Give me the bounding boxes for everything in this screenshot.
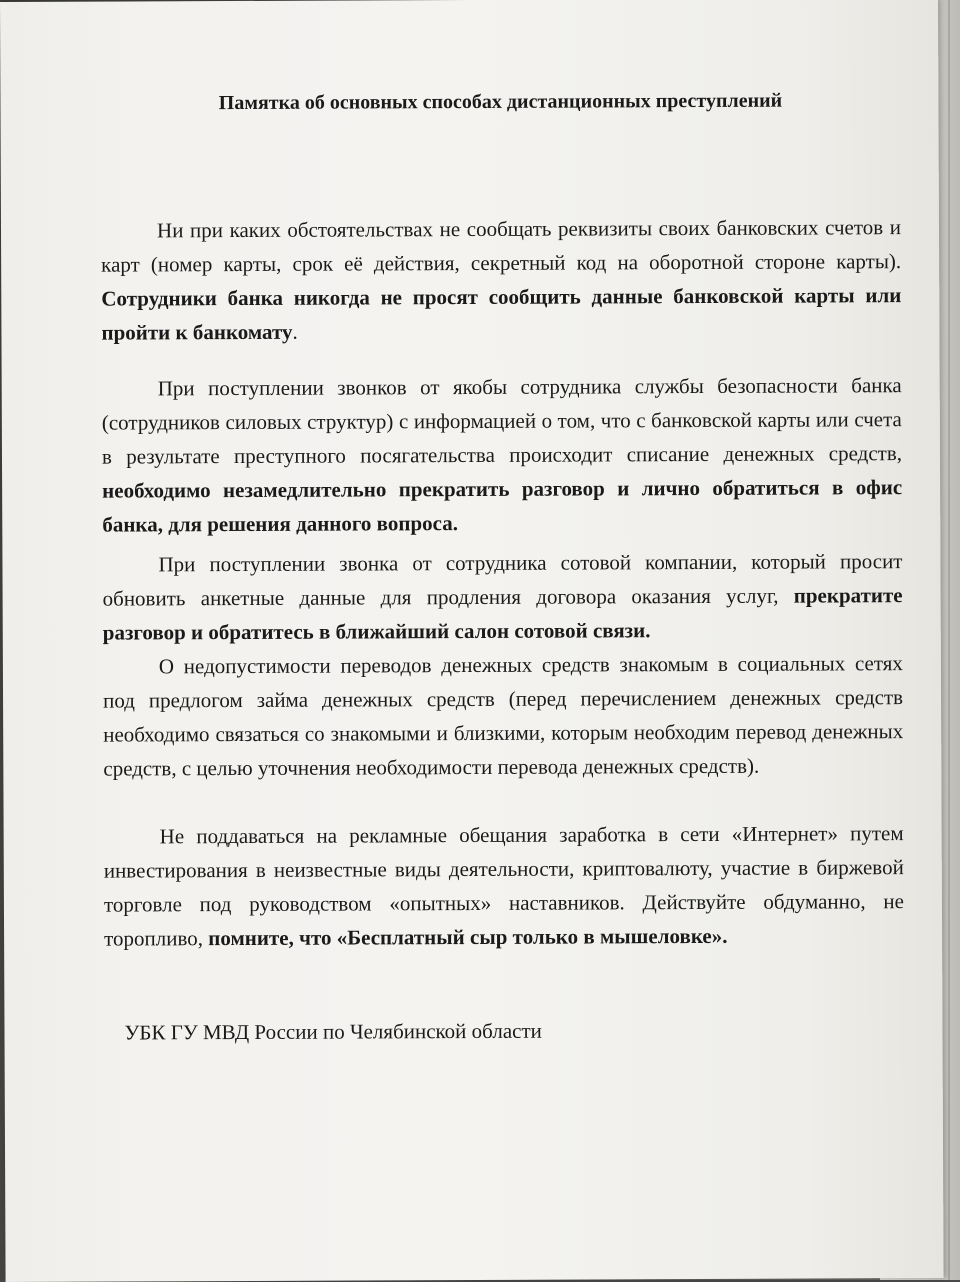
paper-edge-line [948, 0, 950, 1280]
document-title: Памятка об основных способах дистанционных преступлений [218, 89, 783, 115]
paragraph-bold-text: Сотрудники банка никогда не просят сообщить данные банковской карты или пройти к банкомату [101, 283, 902, 345]
paragraph-internet-earnings [104, 816, 905, 955]
paragraph-text: Ни при каких обстоятельствах не сообщать реквизиты своих банковских счетов и карт (номер карты, срок её действия, секретный код на оборотной стороне карты). [101, 215, 902, 277]
paragraph-bold-text: помните, что «Бесплатный сыр только в мышеловке». [208, 923, 728, 951]
paragraph-bank-details [101, 210, 902, 349]
paragraph-text: При поступлении звонков от якобы сотрудника службы безопасности банка (сотрудников силовых структур) с информацией о том, что с банковской карты или счета в результате преступного посягательства происходит списание денежных средств, [101, 373, 903, 469]
document-content [100, 86, 904, 1049]
paragraph-security-calls [102, 368, 903, 541]
paragraph-bold-text: прекратите разговор и обратитесь в ближайший салон сотовой связи. [102, 583, 903, 645]
paragraph-text: При поступлении звонка от сотрудника сотовой компании, который просит обновить анкетные данные для продления договора оказания услуг, [102, 549, 903, 611]
paragraph-text-end: . [292, 319, 298, 344]
paragraph-text: Не поддаваться на рекламные обещания заработка в сети «Интернет» путем инвестирования в неизвестные виды деятельности, криптовалюту, участие в биржевой торговле под руководством «опытных» наставников. Действуйте обдуманно, не торопливо, [103, 821, 904, 951]
paragraph-bold-text: необходимо незамедлительно прекратить разговор и лично обратиться в офис банка, для решения данного вопроса. [102, 475, 903, 537]
paragraph-text: О недопустимости переводов денежных средств знакомым в социальных сетях под предлогом займа денежных средств (перед перечислением денежных средств необходимо связаться со знакомыми и близкими, которым необходим перевод денежных средств, с целью уточнения необходимости перевода денежных средств). [103, 651, 904, 781]
document-signature: УБК ГУ МВД России по Челябинской области [124, 1018, 542, 1045]
paragraph-social-transfers [103, 646, 904, 785]
paragraph-mobile-operator [102, 544, 902, 649]
